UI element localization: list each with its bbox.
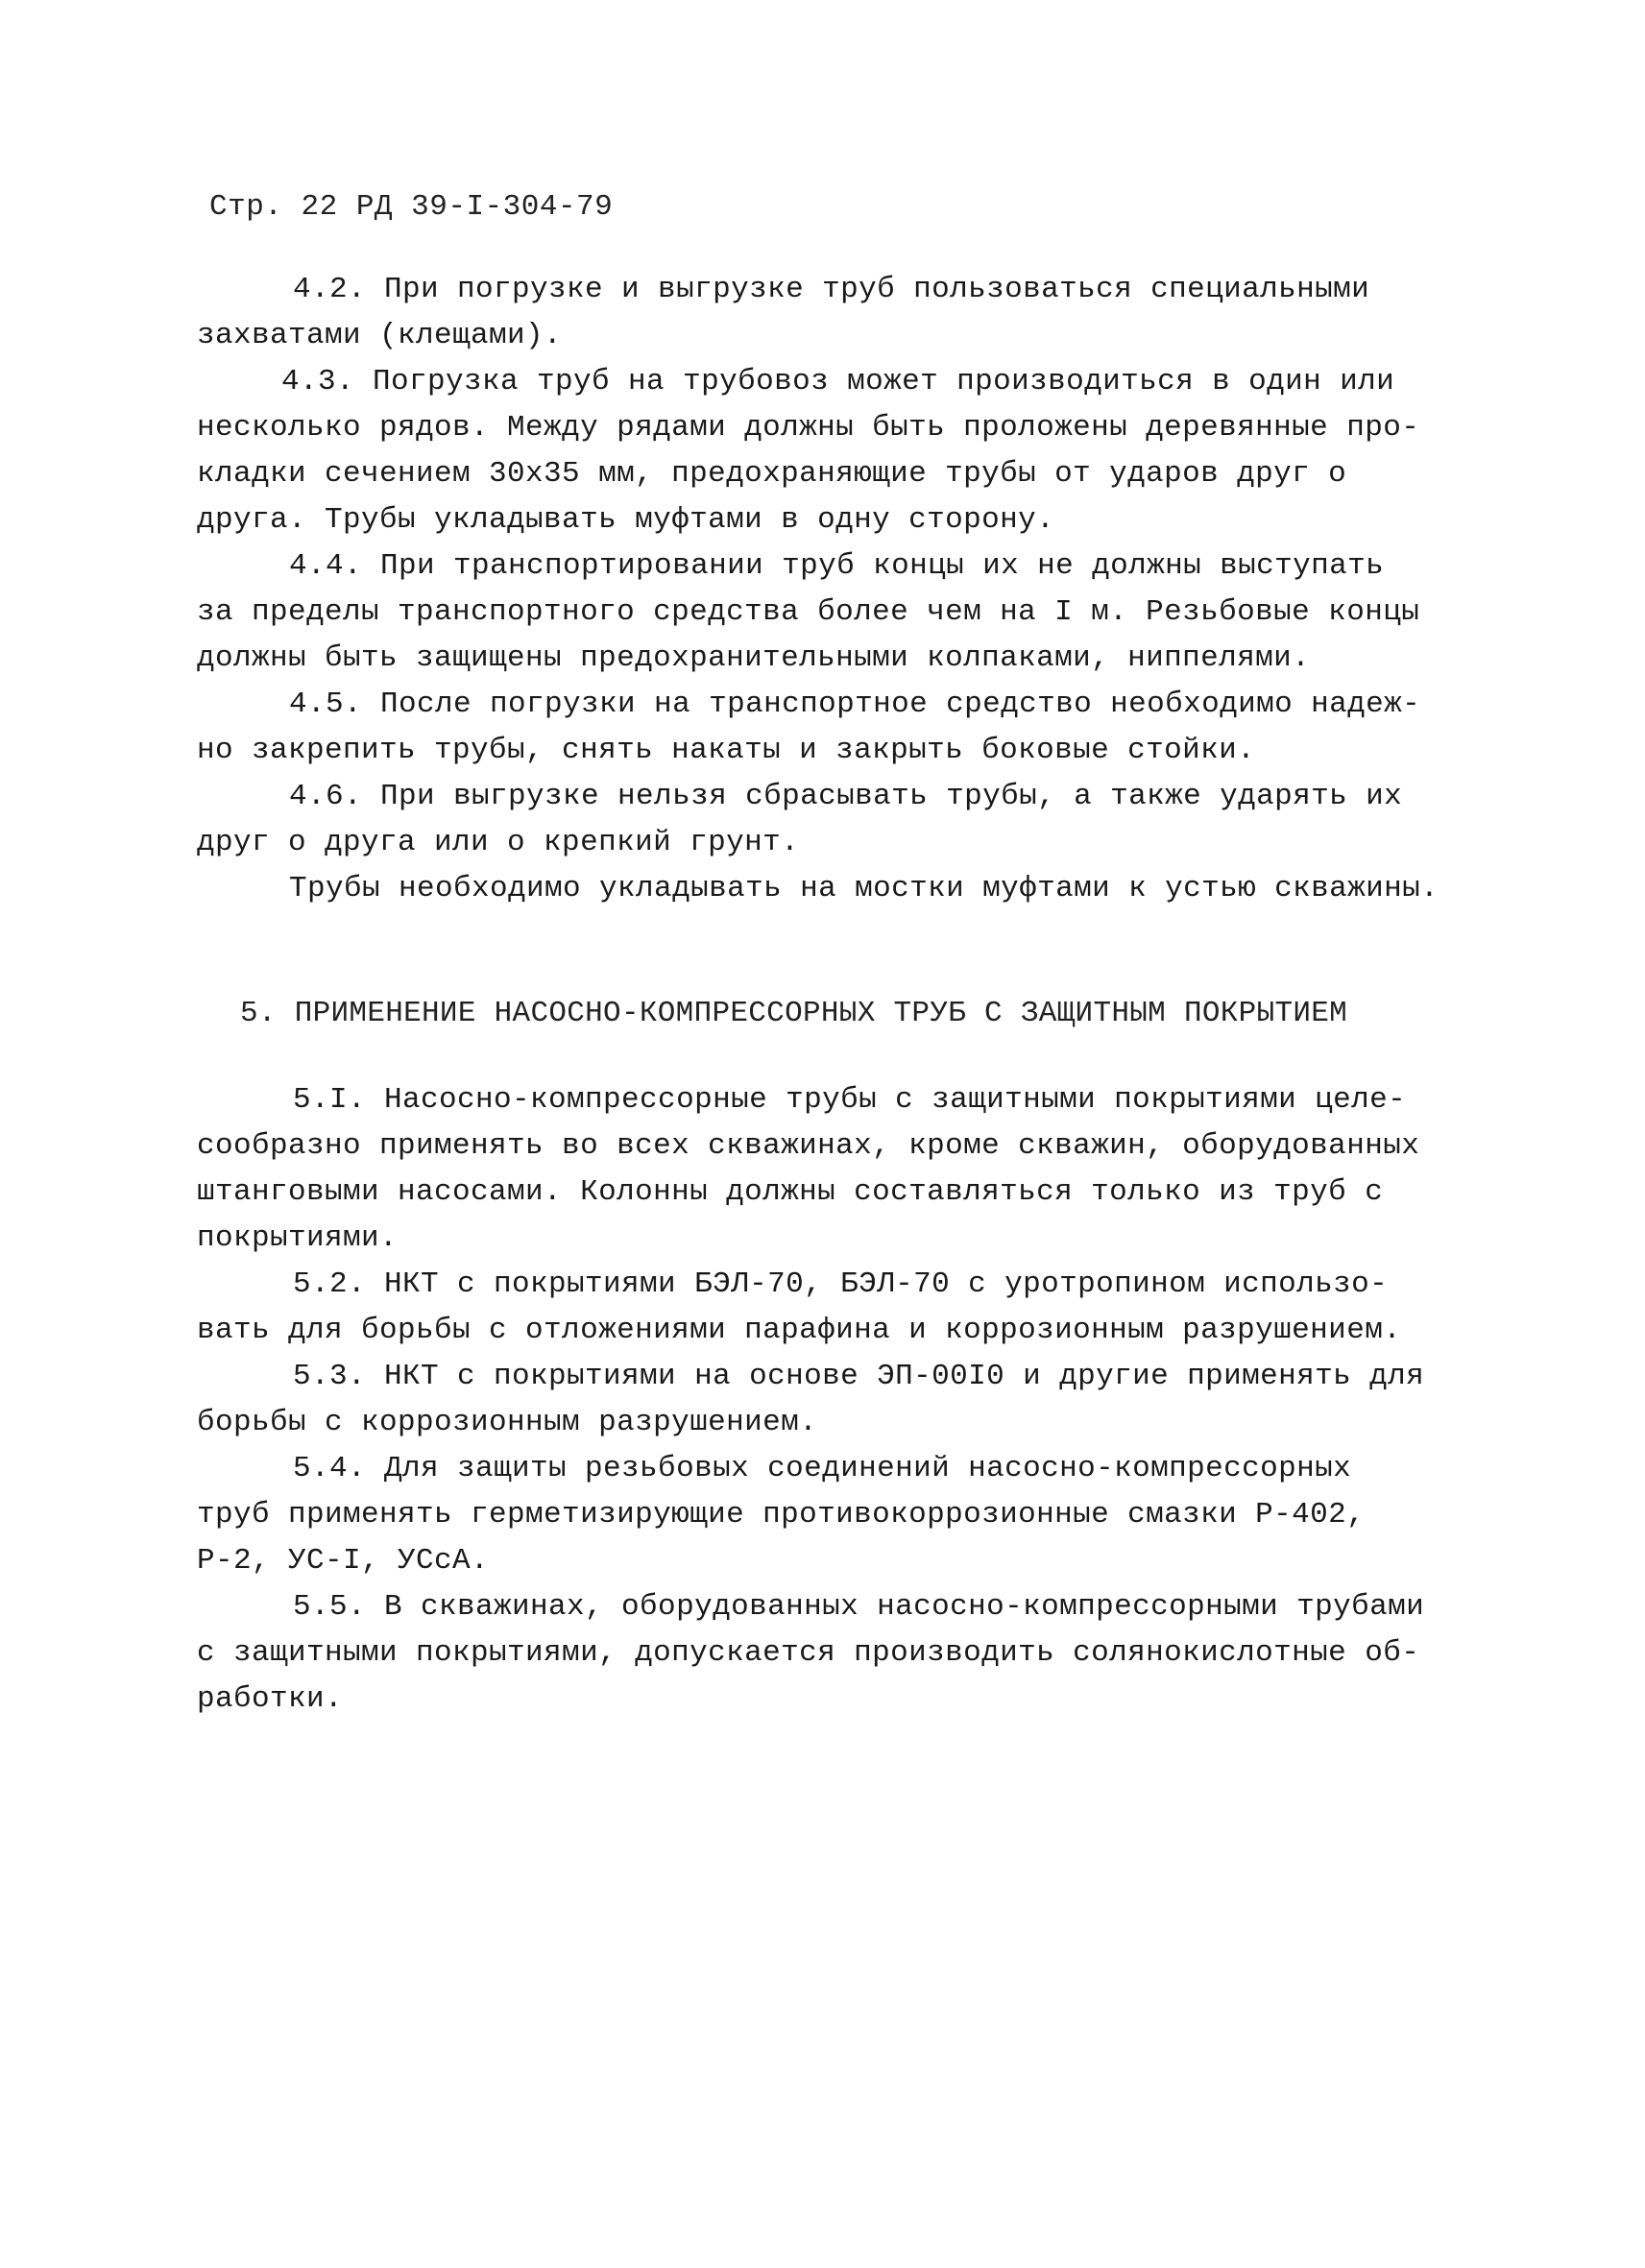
text-line: 4.3. Погрузка труб на трубовоз может производиться в один или — [281, 365, 1395, 398]
text-line: но закрепить трубы, снять накаты и закрыть боковые стойки. — [197, 734, 1256, 767]
text-line: несколько рядов. Между рядами должны быть проложены деревянные про- — [197, 411, 1420, 445]
text-line: работки. — [197, 1682, 344, 1716]
text-line: захватами (клещами). — [197, 319, 563, 352]
text-line: сообразно применять во всех скважинах, кроме скважин, оборудованных — [197, 1129, 1420, 1163]
text-line: за пределы транспортного средства более чем на I м. Резьбовые концы — [197, 595, 1420, 629]
text-line: Р-2, УС-I, УСсА. — [197, 1544, 490, 1578]
text-line: друга. Трубы укладывать муфтами в одну сторону. — [197, 503, 1055, 537]
text-line: 5.I. Насосно-компрессорные трубы с защитными покрытиями целе- — [293, 1083, 1407, 1117]
text-line: 4.5. После погрузки на транспортное средство необходимо надеж- — [289, 688, 1421, 721]
text-line: друг о друга или о крепкий грунт. — [197, 826, 800, 859]
page-header: Стр. 22 РД 39-I-304-79 — [209, 190, 614, 224]
text-line: 5.3. НКТ с покрытиями на основе ЭП-00I0 и другие применять для — [293, 1360, 1425, 1393]
section-5-heading: 5. ПРИМЕНЕНИЕ НАСОСНО-КОМПРЕССОРНЫХ ТРУБ С ЗАЩИТНЫМ ПОКРЫТИЕМ — [240, 997, 1348, 1030]
text-line: штанговыми насосами. Колонны должны составляться только из труб с — [197, 1175, 1384, 1209]
text-line: с защитными покрытиями, допускается производить солянокислотные об- — [197, 1636, 1420, 1670]
text-line: покрытиями. — [197, 1221, 399, 1255]
text-line: борьбы с коррозионным разрушением. — [197, 1406, 818, 1439]
text-line: должны быть защищены предохранительными колпаками, ниппелями. — [197, 641, 1311, 675]
text-line: вать для борьбы с отложениями парафина и коррозионным разрушением. — [197, 1314, 1402, 1347]
section-4-body — [197, 267, 1445, 912]
text-line: 4.6. При выгрузке нельзя сбрасывать трубы, а также ударять их — [289, 780, 1403, 813]
text-line: труб применять герметизирующие противокоррозионные смазки Р-402, — [197, 1498, 1366, 1532]
text-line: кладки сечением 30х35 мм, предохраняющие трубы от ударов друг о — [197, 457, 1347, 491]
text-line: 4.4. При транспортировании труб концы их не должны выступать — [289, 549, 1385, 583]
text-line: 4.2. При погрузке и выгрузке труб пользоваться специальными — [293, 273, 1370, 306]
text-line: Трубы необходимо укладывать на мостки муфтами к устью скважины. — [289, 872, 1439, 905]
text-line: 5.5. В скважинах, оборудованных насосно-компрессорными трубами — [293, 1590, 1425, 1624]
section-5-body — [197, 1077, 1445, 1723]
text-line: 5.4. Для защиты резьбовых соединений насосно-компрессорных — [293, 1452, 1352, 1485]
text-line: 5.2. НКТ с покрытиями БЭЛ-70, БЭЛ-70 с уротропином использо- — [293, 1267, 1389, 1301]
